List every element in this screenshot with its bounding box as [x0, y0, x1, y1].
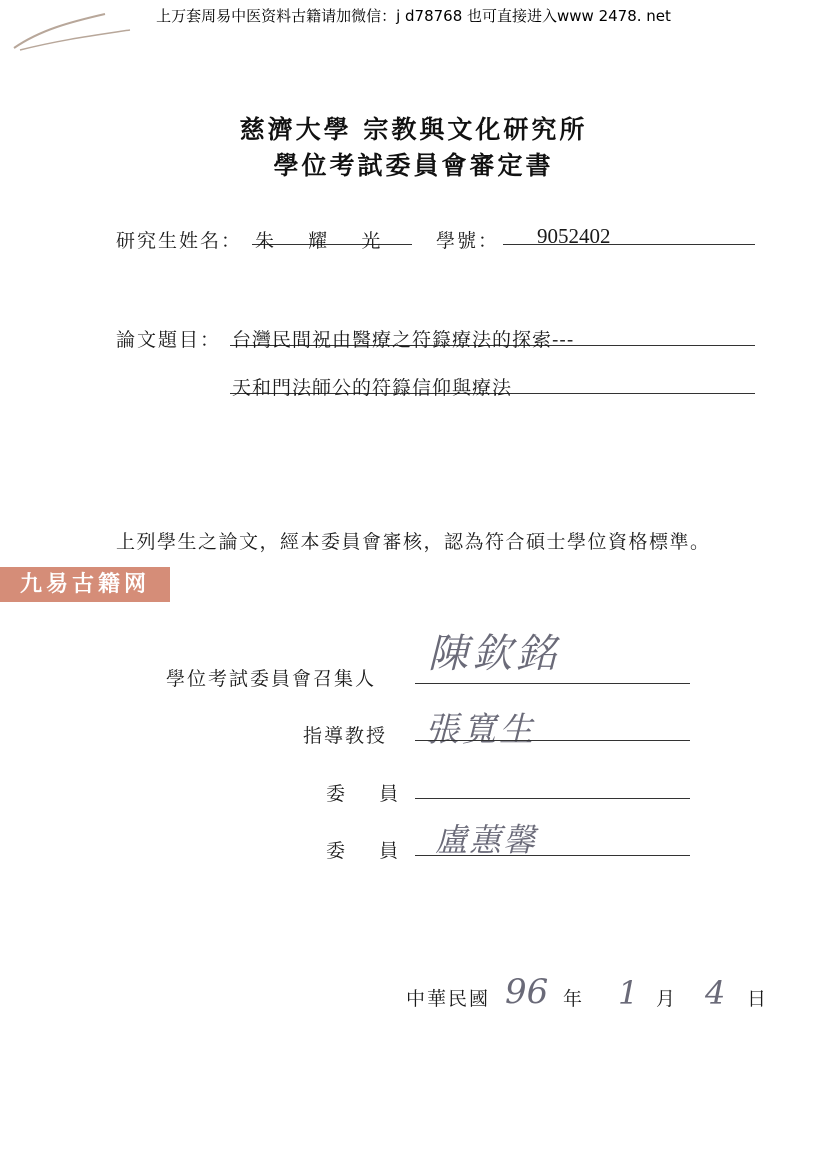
committee-member-2-signature: 盧蕙馨	[435, 821, 538, 859]
committee-member-2-role: 委 員	[326, 840, 401, 862]
date-year-unit: 年	[563, 988, 585, 1010]
date-year: 96	[505, 972, 549, 1012]
student-id-label: 學號：	[436, 230, 500, 252]
top-banner: 上万套周易中医资料古籍请加微信：j d78768 也可直接进入www 2478. net	[156, 7, 671, 25]
date-day: 4	[705, 974, 726, 1012]
approval-statement: 上列學生之論文，經本委員會審核，認為符合碩士學位資格標準。	[116, 531, 711, 553]
watermark-badge: 九易古籍网	[0, 567, 170, 602]
advisor-signature-line	[415, 740, 690, 741]
university-institute-title: 慈濟大學 宗教與文化研究所	[239, 115, 588, 144]
thesis-title-line2: 天和門法師公的符籙信仰與療法	[232, 377, 513, 399]
thesis-title-label: 論文題目：	[116, 329, 222, 351]
date-month-unit: 月	[656, 988, 678, 1010]
thesis-title-line1: 台灣民間祝由醫療之符籙療法的探索---	[232, 329, 575, 351]
committee-member-1-role: 委 員	[326, 783, 401, 805]
convener-role: 學位考試委員會召集人	[166, 668, 377, 690]
date-month: 1	[618, 974, 639, 1012]
date-day-unit: 日	[747, 988, 769, 1010]
committee-member-2-signature-line	[415, 855, 690, 856]
convener-signature: 陳欽銘	[428, 631, 560, 677]
advisor-role: 指導教授	[303, 725, 388, 747]
document-title: 學位考試委員會審定書	[273, 151, 554, 180]
convener-signature-line	[415, 683, 690, 684]
student-name-label: 研究生姓名：	[116, 230, 243, 252]
advisor-signature: 張寬生	[425, 710, 536, 750]
committee-member-1-signature-line	[415, 798, 690, 799]
date-prefix: 中華民國	[406, 988, 491, 1010]
student-id-value: 9052402	[537, 224, 611, 248]
student-name-value: 朱 耀 光	[255, 230, 383, 252]
